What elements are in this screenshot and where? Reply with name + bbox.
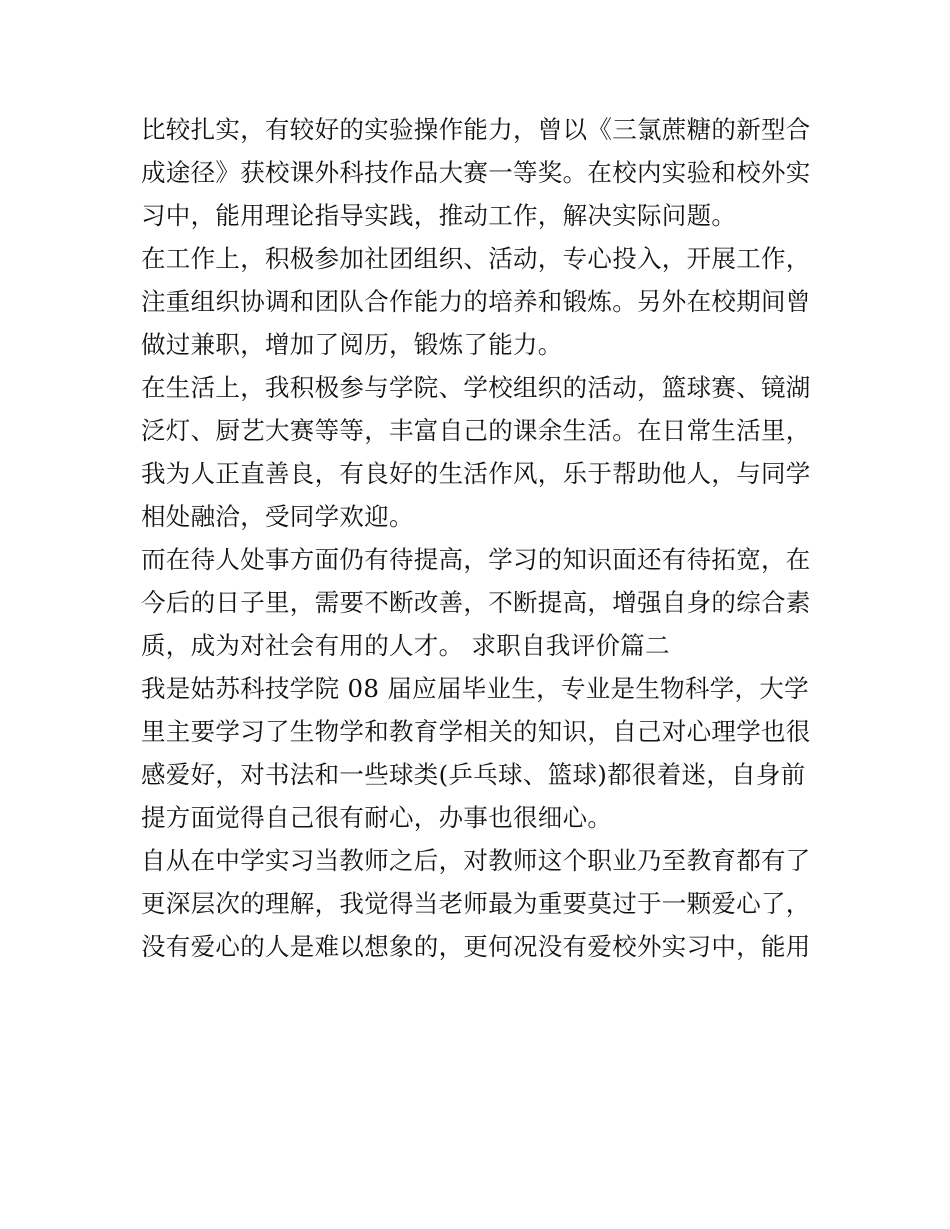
text-line: 今后的日子里，需要不断改善，不断提高，增强自身的综合素 — [141, 588, 811, 617]
text-line: 在生活上，我积极参与学院、学校组织的活动，篮球赛、镜湖 — [141, 373, 811, 402]
text-line: 提方面觉得自己很有耐心，办事也很细心。 — [141, 803, 613, 832]
text-line: 自从在中学实习当教师之后，对教师这个职业乃至教育都有了 — [141, 846, 811, 875]
text-line: 注重组织协调和团队合作能力的培养和锻炼。另外在校期间曾 — [141, 287, 811, 316]
text-line: 质，成为对社会有用的人才。 求职自我评价篇二 — [141, 631, 670, 660]
text-line: 我为人正直善良，有良好的生活作风，乐于帮助他人，与同学 — [141, 459, 811, 488]
document-body — [141, 108, 821, 968]
text-line: 习中，能用理论指导实践，推动工作，解决实际问题。 — [141, 201, 737, 230]
text-line: 更深层次的理解，我觉得当老师最为重要莫过于一颗爱心了， — [141, 889, 811, 918]
text-line: 感爱好，对书法和一些球类(乒乓球、篮球)都很着迷，自身前 — [141, 760, 806, 789]
text-line: 在工作上，积极参加社团组织、活动，专心投入，开展工作， — [141, 244, 811, 273]
text-line: 泛灯、厨艺大赛等等，丰富自己的课余生活。在日常生活里， — [141, 416, 811, 445]
text-line: 比较扎实，有较好的实验操作能力，曾以《三氯蔗糖的新型合 — [141, 115, 811, 144]
text-line: 相处融洽，受同学欢迎。 — [141, 502, 414, 531]
text-line: 而在待人处事方面仍有待提高，学习的知识面还有待拓宽，在 — [141, 545, 811, 574]
text-line: 里主要学习了生物学和教育学相关的知识，自己对心理学也很 — [141, 717, 811, 746]
text-line: 成途径》获校课外科技作品大赛一等奖。在校内实验和校外实 — [141, 158, 811, 187]
text-line: 没有爱心的人是难以想象的，更何况没有爱校外实习中，能用 — [141, 932, 811, 961]
text-line: 做过兼职，增加了阅历，锻炼了能力。 — [141, 330, 563, 359]
text-line: 我是姑苏科技学院 08 届应届毕业生，专业是生物科学，大学 — [141, 674, 809, 703]
